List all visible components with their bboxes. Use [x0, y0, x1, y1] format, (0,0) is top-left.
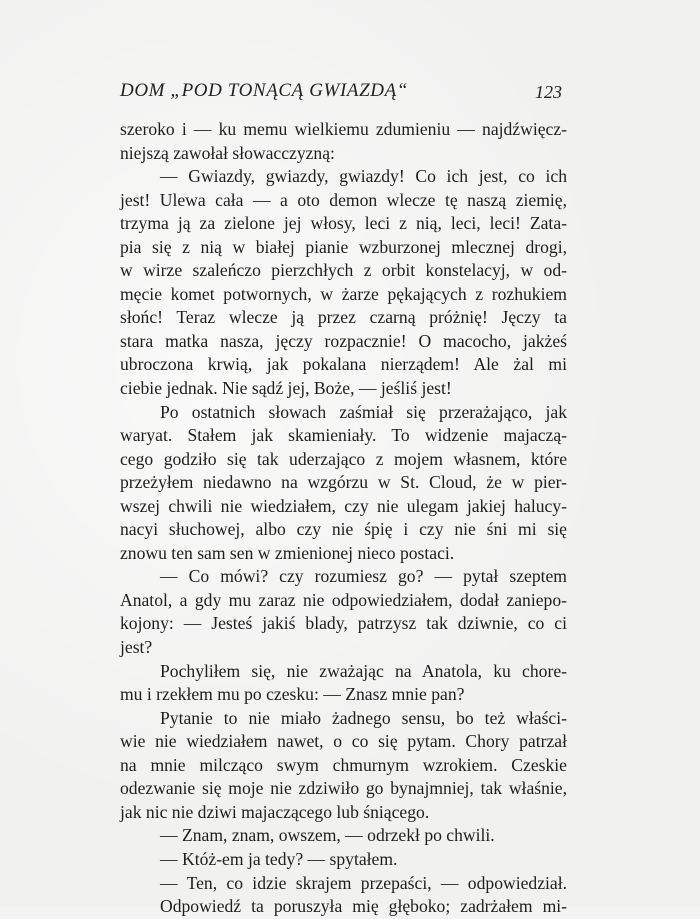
text-line: — Gwiazdy, gwiazdy, gwiazdy! Co ich jest, co ich	[160, 166, 567, 187]
text-line: trzyma ją za zielone jej włosy, leci z nią, leci, leci! Zata-	[120, 213, 567, 234]
text-line: Odpowiedź ta poruszyła mię głęboko; zadrżałem mi-	[160, 896, 567, 917]
text-line: w wirze szaleńczo pierzchłych z orbit konstelacyj, w od-	[120, 260, 567, 281]
text-line: znowu ten sam sen w zmienionej nieco postaci.	[120, 542, 455, 563]
text-line: słońc! Teraz wlecze ją przez czarną próżnię! Jęczy ta	[120, 307, 567, 328]
text-line: jest?	[120, 637, 153, 658]
text-line: szeroko i — ku memu wielkiemu zdumieniu — najdźwięcz-	[120, 119, 567, 139]
text-line: stara matka nasza, jęczy rozpacznie! O macocho, jakżeś	[120, 330, 567, 351]
running-title: DOM „POD TONĄCĄ GWIAZDĄ“	[120, 80, 408, 101]
body-text	[120, 118, 567, 919]
running-header	[120, 80, 568, 106]
text-line: waryat. Stałem jak skamieniały. To widzenie majaczą-	[120, 425, 567, 446]
text-line: na mnie milcząco swym chmurnym wzrokiem. Czeskie	[120, 754, 567, 775]
text-line: przeżyłem niedawno na wzgórzu w St. Cloud, że w pier-	[120, 472, 567, 493]
text-line: wie nie wiedziałem nawet, o co się pytam. Chory patrzał	[120, 731, 567, 752]
text-line: mu i rzekłem mu po czesku: — Znasz mnie pan?	[120, 684, 465, 705]
text-line: — Ten, co idzie skrajem przepaści, — odpowiedział.	[160, 872, 567, 893]
text-line: ubroczona krwią, jak pokalana nierządem! Ale żal mi	[120, 354, 567, 375]
text-line: pia się z nią w białej pianie wzburzonej mlecznej drogi,	[120, 236, 567, 257]
page-number: 123	[535, 82, 562, 102]
text-line: — Co mówi? czy rozumiesz go? — pytał szeptem	[160, 566, 567, 587]
text-line: Pytanie to nie miało żadnego sensu, bo też właści-	[160, 707, 567, 728]
text-line: jak nic nie dziwi majaczącego lub śniącego.	[120, 801, 430, 822]
text-line: niejszą zawołał słowacczyzną:	[120, 142, 335, 163]
text-line: ciebie jednak. Nie sądź jej, Boże, — jeśliś jest!	[120, 378, 452, 399]
text-line: kojony: — Jesteś jakiś blady, patrzysz tak dziwnie, co ci	[120, 613, 567, 634]
text-line: Pochyliłem się, nie zważając na Anatola, ku chore-	[160, 660, 567, 681]
text-line: — Znam, znam, owszem, — odrzekł po chwili.	[160, 825, 495, 846]
text-line: nacyi słuchowej, albo czy nie śpię i czy nie śni mi się	[120, 519, 567, 540]
text-line: Anatol, a gdy mu zaraz nie odpowiedziałem, dodał zaniepo-	[120, 589, 567, 610]
text-line: odezwanie się moje nie zdziwiło go bynajmniej, tak właśnie,	[120, 778, 567, 799]
text-line: cego godziło się tak uderzająco z mojem własnem, które	[120, 448, 567, 469]
text-line: wszej chwili nie wiedziałem, czy nie ulegam jakiej halucy-	[120, 495, 567, 516]
text-line: — Któż-em ja tedy? — spytałem.	[160, 848, 398, 869]
text-line: męcie komet potwornych, w żarze pękających z rozhukiem	[120, 283, 567, 304]
text-line: Po ostatnich słowach zaśmiał się przerażająco, jak	[160, 401, 567, 422]
text-line: jest! Ulewa cała — a oto demon wlecze tę naszą ziemię,	[120, 189, 567, 210]
